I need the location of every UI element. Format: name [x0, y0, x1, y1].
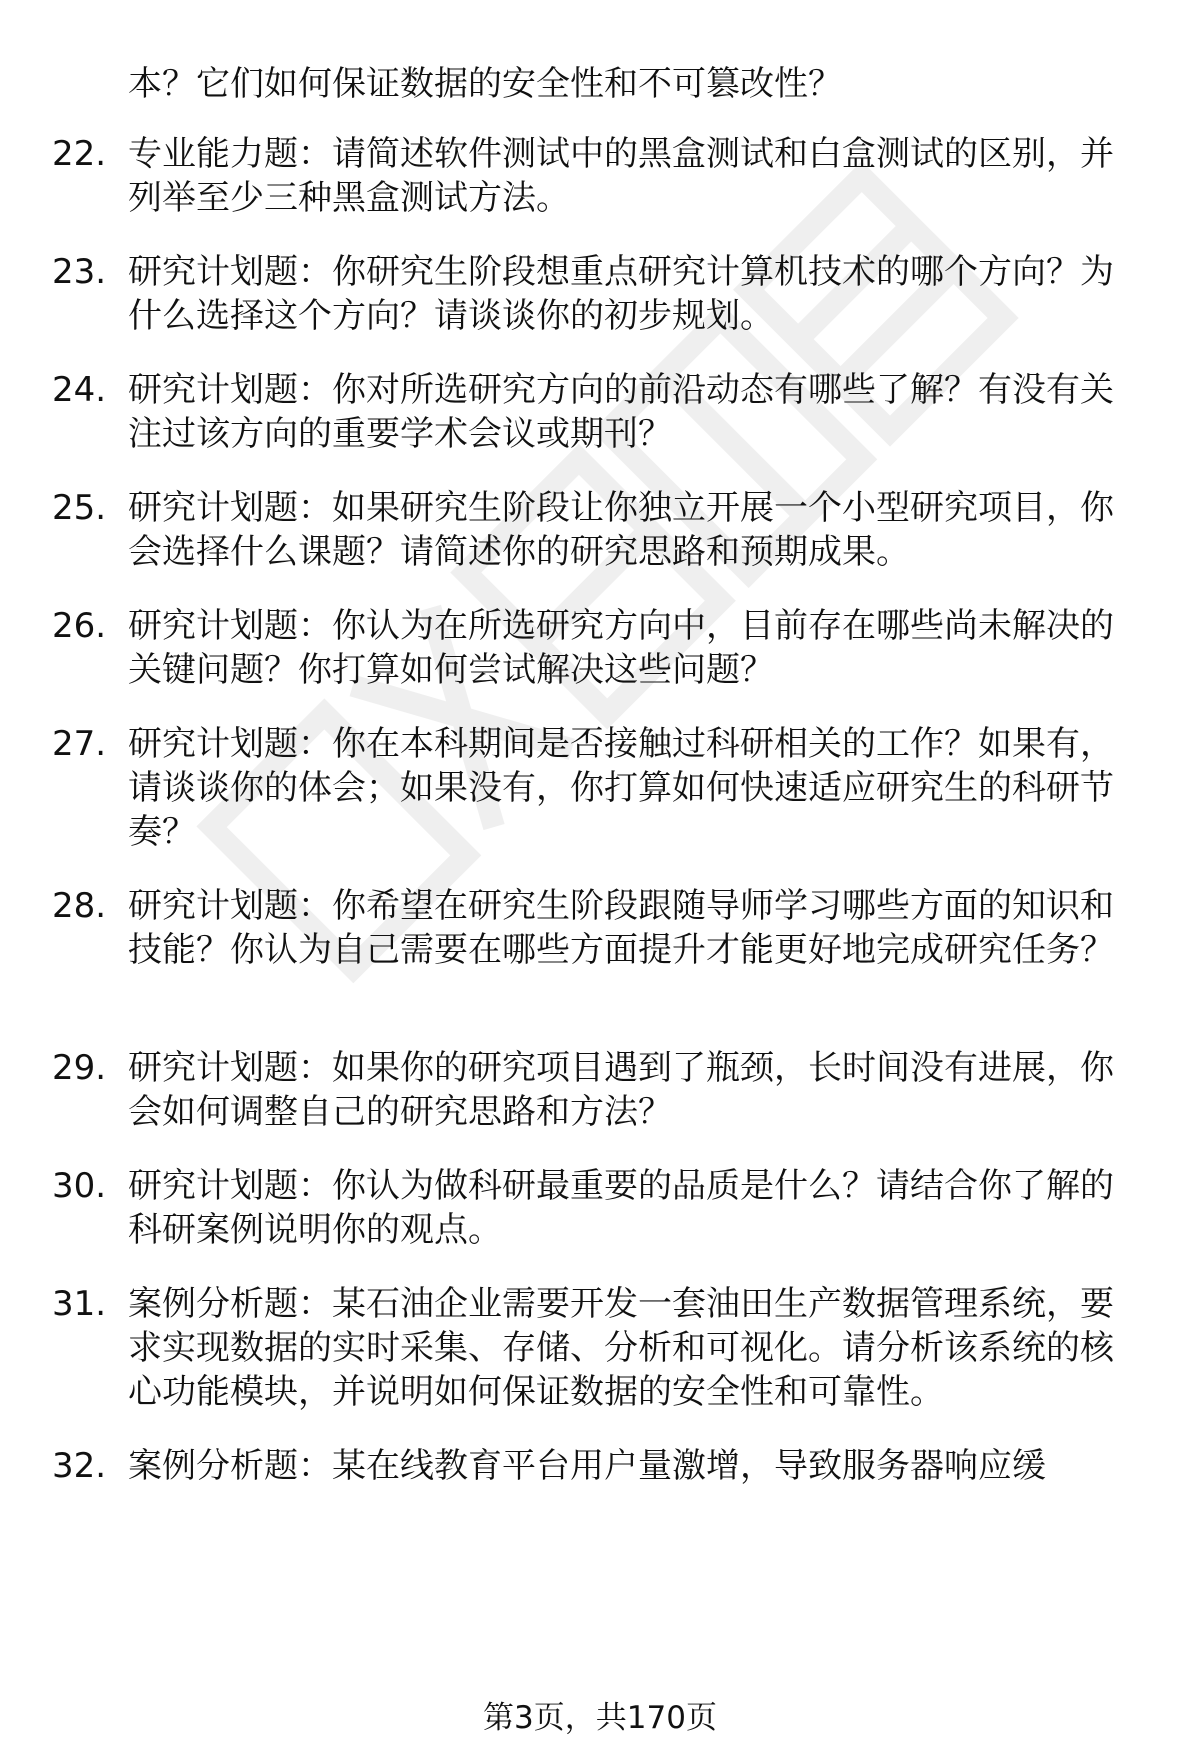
- question-number: 28.: [52, 886, 107, 926]
- question-number: 32.: [52, 1446, 107, 1486]
- question-number: 30.: [52, 1166, 107, 1206]
- question-text: 研究计划题：你对所选研究方向的前沿动态有哪些了解？有没有关注过该方向的重要学术会议或期刊？: [128, 370, 1114, 454]
- question-text: 专业能力题：请简述软件测试中的黑盒测试和白盒测试的区别，并列举至少三种黑盒测试方法。: [128, 134, 1114, 218]
- question-number: 26.: [52, 606, 107, 646]
- question-text: 研究计划题：你认为在所选研究方向中，目前存在哪些尚未解决的关键问题？你打算如何尝试解决这些问题？: [128, 606, 1114, 690]
- question-text: 案例分析题：某在线教育平台用户量激增，导致服务器响应缓: [128, 1446, 1046, 1486]
- question-number: 27.: [52, 724, 107, 764]
- question-text: 案例分析题：某石油企业需要开发一套油田生产数据管理系统，要求实现数据的实时采集、存储、分析和可视化。请分析该系统的核心功能模块，并说明如何保证数据的安全性和可靠性。: [128, 1284, 1114, 1412]
- question-text: 研究计划题：你在本科期间是否接触过科研相关的工作？如果有，请谈谈你的体会；如果没有，你打算如何快速适应研究生的科研节奏？: [128, 724, 1114, 852]
- question-number: 31.: [52, 1284, 107, 1324]
- question-number: 25.: [52, 488, 107, 528]
- question-number: 23.: [52, 252, 107, 292]
- question-text: 研究计划题：你研究生阶段想重点研究计算机技术的哪个方向？为什么选择这个方向？请谈谈你的初步规划。: [128, 252, 1114, 336]
- question-text: 研究计划题：如果你的研究项目遇到了瓶颈，长时间没有进展，你会如何调整自己的研究思路和方法？: [128, 1048, 1114, 1132]
- question-text: 研究计划题：你认为做科研最重要的品质是什么？请结合你了解的科研案例说明你的观点。: [128, 1166, 1114, 1250]
- question-number: 24.: [52, 370, 107, 410]
- question-number: 22.: [52, 134, 107, 174]
- page-footer: 第3页，共170页: [483, 1700, 717, 1736]
- continuation-line: 本？它们如何保证数据的安全性和不可篡改性？: [128, 64, 842, 104]
- question-text: 研究计划题：你希望在研究生阶段跟随导师学习哪些方面的知识和技能？你认为自己需要在哪些方面提升才能更好地完成研究任务？: [128, 886, 1114, 970]
- question-number: 29.: [52, 1048, 107, 1088]
- question-text: 研究计划题：如果研究生阶段让你独立开展一个小型研究项目，你会选择什么课题？请简述你的研究思路和预期成果。: [128, 488, 1114, 572]
